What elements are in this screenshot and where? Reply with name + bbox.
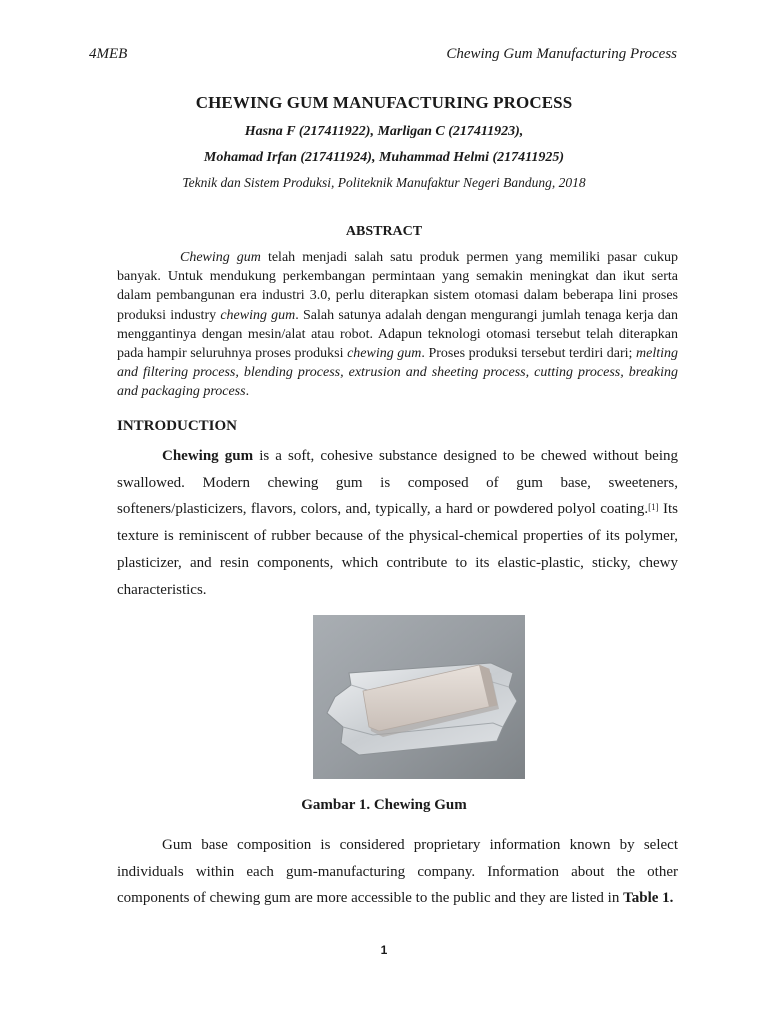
abstract-text-1: telah menjadi salah satu produk permen yang memiliki pasar cukup banyak. Untuk mendukung perkembangan permintaan yang semakin meningkat dan ikut serta dalam pembangunan era industri 3.0, perlu diterapkan sistem otomasi dalam beberapa lini proses produksi industry xyxy=(117,250,679,323)
page-number: 1 xyxy=(380,943,388,957)
table-reference: Table 1. xyxy=(623,890,674,907)
intro-text-1: is a soft, cohesive substance designed to be chewed without being swallowed. Modern chewing gum is composed of gum base, sweeteners, softeners/plasticizers, flavors, colors, and, typically, a hard or powdered polyol coating. xyxy=(117,448,678,518)
paragraph-gum-base xyxy=(117,832,678,912)
figure-caption: Gambar 1. Chewing Gum xyxy=(301,797,467,813)
intro-bold-term: Chewing gum xyxy=(162,448,254,464)
paragraph-gum-base-text: Gum base composition is considered proprietary information known by select individuals within each gum-manufacturing company. Information about the other components of chewing gum are more accessible to the public and they are listed in xyxy=(117,837,678,907)
authors-line-2: Mohamad Irfan (217411924), Muhammad Helmi (217411925) xyxy=(203,150,565,165)
abstract-heading: ABSTRACT xyxy=(345,224,423,239)
abstract-text-4: . xyxy=(245,384,250,400)
introduction-heading: INTRODUCTION xyxy=(117,418,238,434)
abstract-italic-term-2: chewing gum xyxy=(220,307,296,323)
abstract-italic-term-3: chewing gum xyxy=(347,346,422,362)
running-header-left: 4MEB xyxy=(89,46,128,62)
affiliation: Teknik dan Sistem Produksi, Politeknik Manufaktur Negeri Bandung, 2018 xyxy=(182,175,586,190)
abstract-text-2: . Salah satunya adalah dengan mengurangi jumlah tenaga kerja dan menggantinya dengan mesin/alat atau robot. Adapun teknologi otomasi tersebut telah diterapkan pada hampir seluruhnya proses produksi xyxy=(117,307,678,362)
abstract-text-3: . Proses produksi tersebut terdiri dari; xyxy=(421,346,636,362)
authors-line-1: Hasna F (217411922), Marligan C (217411923), xyxy=(244,124,524,139)
citation-ref[interactable]: [1] xyxy=(648,502,659,513)
paper-title: CHEWING GUM MANUFACTURING PROCESS xyxy=(195,93,573,112)
abstract-italic-term: Chewing gum xyxy=(180,250,261,265)
intro-text-2: Its texture is reminiscent of rubber because of the physical-chemical properties of its polymer, plasticizer, and resin components, which contribute to its elastic-plastic, sticky, chewy characteristics. xyxy=(117,501,678,598)
abstract-body xyxy=(117,248,678,402)
chewing-gum-photo xyxy=(313,615,525,779)
introduction-body xyxy=(117,443,678,603)
abstract-process-list: melting and filtering process, blending process, extrusion and sheeting process, cutting process, breaking and packaging process xyxy=(117,346,678,400)
chewing-gum-illustration xyxy=(313,615,525,779)
running-header-right: Chewing Gum Manufacturing Process xyxy=(446,46,677,62)
